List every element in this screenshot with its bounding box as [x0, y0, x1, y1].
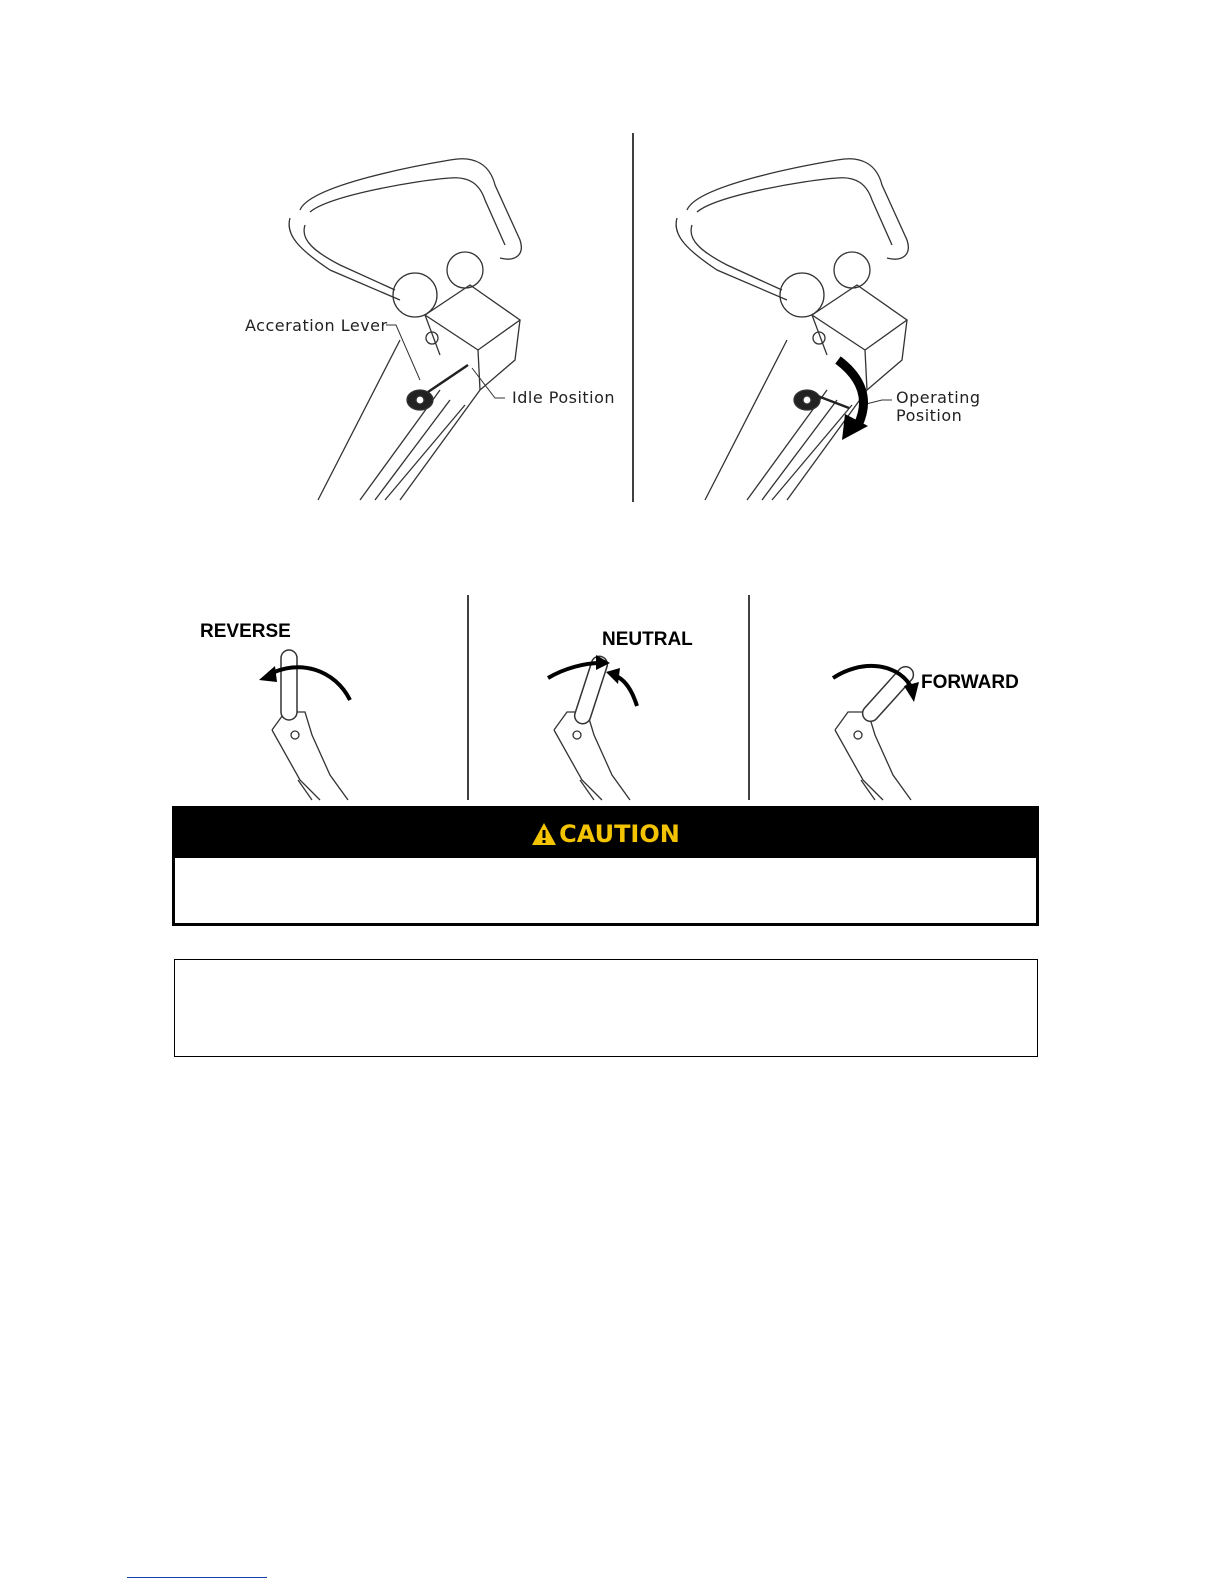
gear-reverse-diagram — [272, 650, 348, 800]
note-box — [174, 959, 1038, 1057]
warning-triangle-icon — [531, 822, 557, 846]
rotation-arrow-icon — [838, 360, 864, 425]
operating-label-line1: Operating — [896, 388, 981, 407]
caution-header — [175, 809, 1036, 858]
neutral-label: NEUTRAL — [602, 629, 693, 650]
footer-rule — [127, 1577, 267, 1578]
idle-position-label: Idle Position — [512, 388, 616, 407]
caution-title — [531, 820, 680, 848]
operating-label-line2: Position — [896, 406, 963, 425]
caution-box — [172, 806, 1039, 926]
forward-label: FORWARD — [921, 672, 1019, 693]
acceleration-lever-label: Acceration Lever — [245, 316, 388, 335]
handle-drawing-operating — [676, 159, 908, 500]
gear-forward-diagram — [835, 663, 917, 800]
reverse-label: REVERSE — [200, 621, 291, 642]
neutral-arrow-right-icon — [616, 676, 637, 706]
caution-title-text: CAUTION — [559, 819, 680, 848]
